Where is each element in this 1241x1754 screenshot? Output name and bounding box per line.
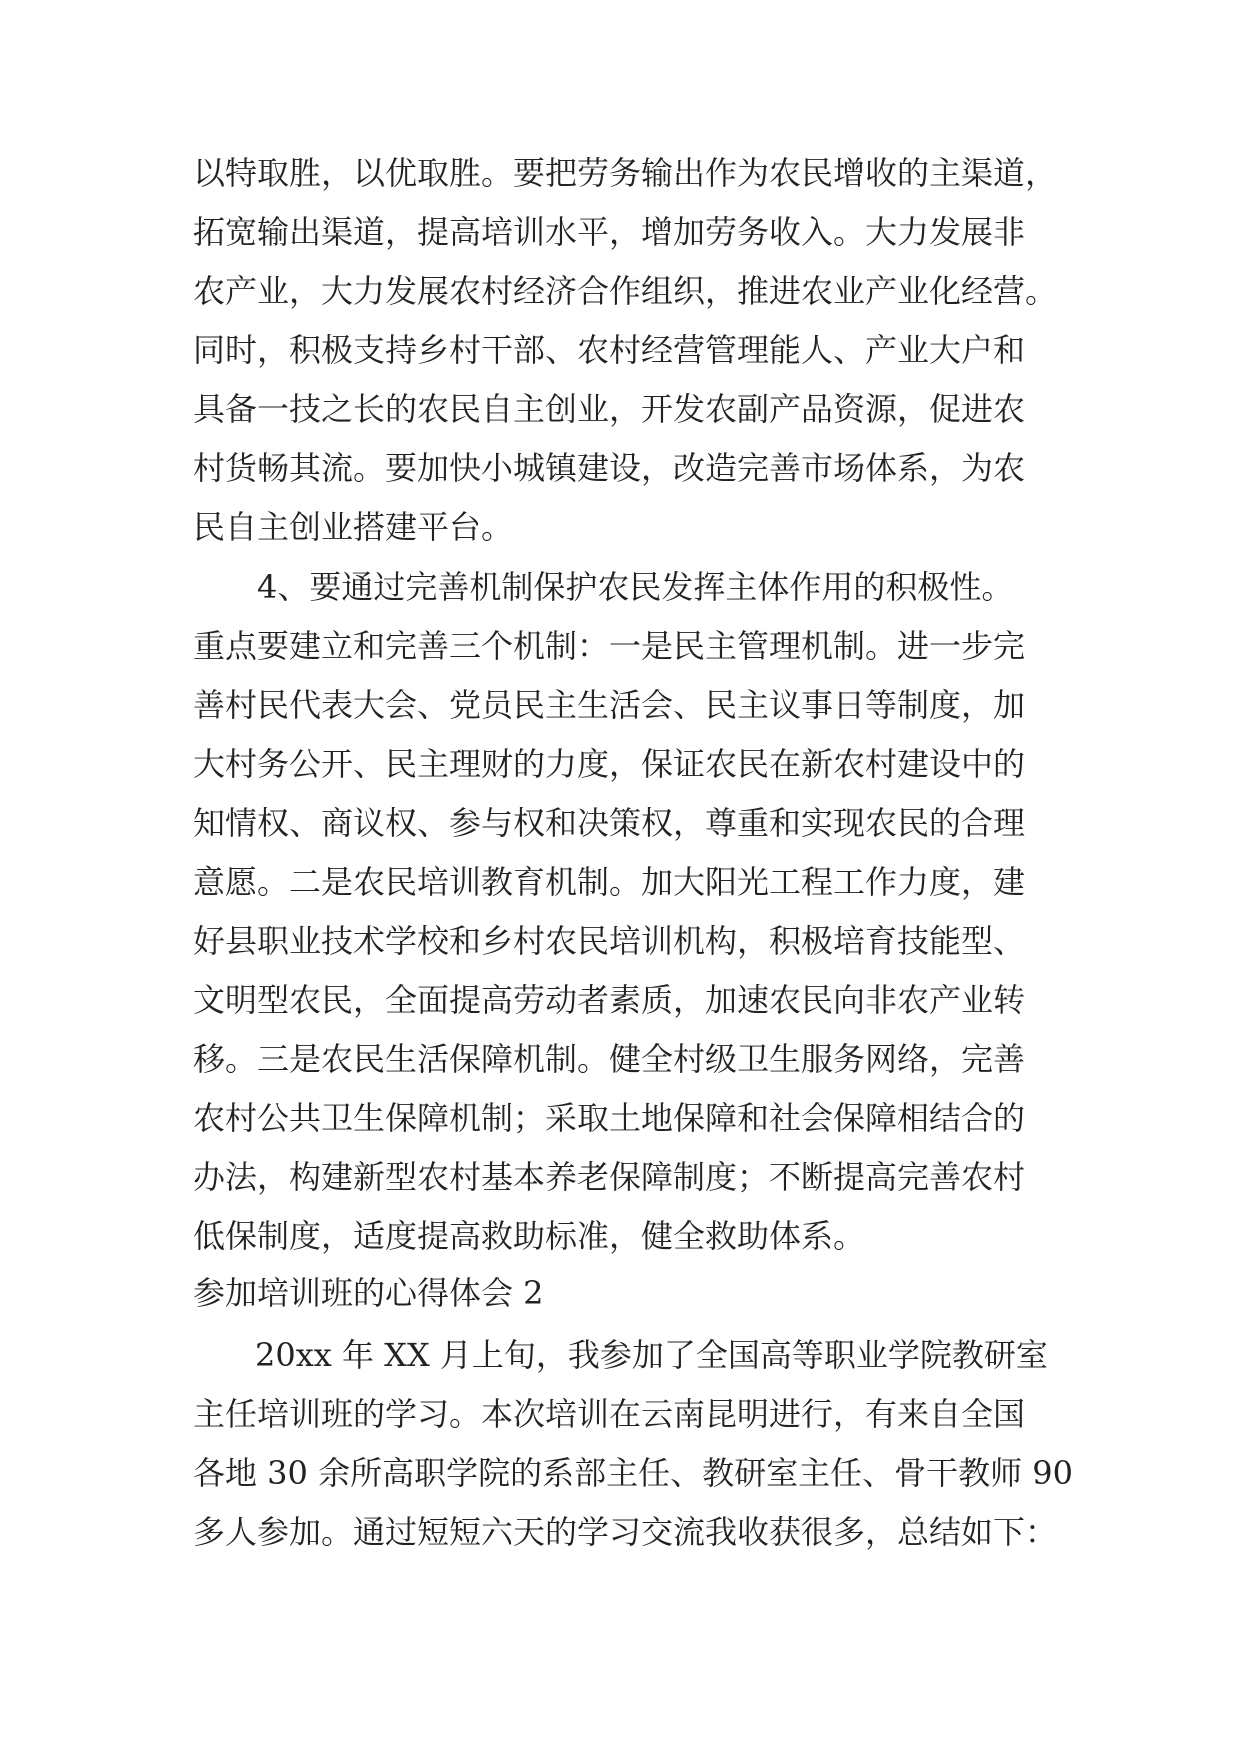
section-heading: 参加培训班的心得体会 2 <box>193 1274 544 1312</box>
text-line: 知情权、商议权、参与权和决策权，尊重和实现农民的合理 <box>193 804 1026 842</box>
text-line: 以特取胜，以优取胜。要把劳务输出作为农民增收的主渠道， <box>193 154 1058 192</box>
text-line: 低保制度，适度提高救助标准，健全救助体系。 <box>193 1217 866 1255</box>
text-line: 同时，积极支持乡村干部、农村经营管理能人、产业大户和 <box>193 331 1026 369</box>
text-line: 好县职业技术学校和乡村农民培训机构，积极培育技能型、 <box>193 922 1026 960</box>
text-line: 主任培训班的学习。本次培训在云南昆明进行，有来自全国 <box>193 1395 1026 1433</box>
paragraph-first-line: 4、要通过完善机制保护农民发挥主体作用的积极性。 <box>257 568 1014 606</box>
text-line: 具备一技之长的农民自主创业，开发农副产品资源，促进农 <box>193 390 1026 428</box>
text-line: 民自主创业搭建平台。 <box>193 508 514 546</box>
text-line: 重点要建立和完善三个机制：一是民主管理机制。进一步完 <box>193 627 1026 665</box>
text-line: 多人参加。通过短短六天的学习交流我收获很多，总结如下： <box>193 1513 1058 1551</box>
text-line: 农产业，大力发展农村经济合作组织，推进农业产业化经营。 <box>193 272 1058 310</box>
text-line: 意愿。二是农民培训教育机制。加大阳光工程工作力度，建 <box>193 863 1026 901</box>
text-line: 善村民代表大会、党员民主生活会、民主议事日等制度，加 <box>193 686 1026 724</box>
text-line: 拓宽输出渠道，提高培训水平，增加劳务收入。大力发展非 <box>193 213 1026 251</box>
text-line: 移。三是农民生活保障机制。健全村级卫生服务网络，完善 <box>193 1040 1026 1078</box>
paragraph-first-line: 20xx 年 XX 月上旬，我参加了全国高等职业学院教研室 <box>255 1336 1048 1374</box>
text-line: 各地 30 余所高职学院的系部主任、教研室主任、骨干教师 90 <box>193 1454 1073 1492</box>
text-line: 文明型农民，全面提高劳动者素质，加速农民向非农产业转 <box>193 981 1026 1019</box>
text-line: 办法，构建新型农村基本养老保障制度；不断提高完善农村 <box>193 1158 1026 1196</box>
text-line: 农村公共卫生保障机制；采取土地保障和社会保障相结合的 <box>193 1099 1026 1137</box>
text-line: 村货畅其流。要加快小城镇建设，改造完善市场体系，为农 <box>193 449 1026 487</box>
text-line: 大村务公开、民主理财的力度，保证农民在新农村建设中的 <box>193 745 1026 783</box>
